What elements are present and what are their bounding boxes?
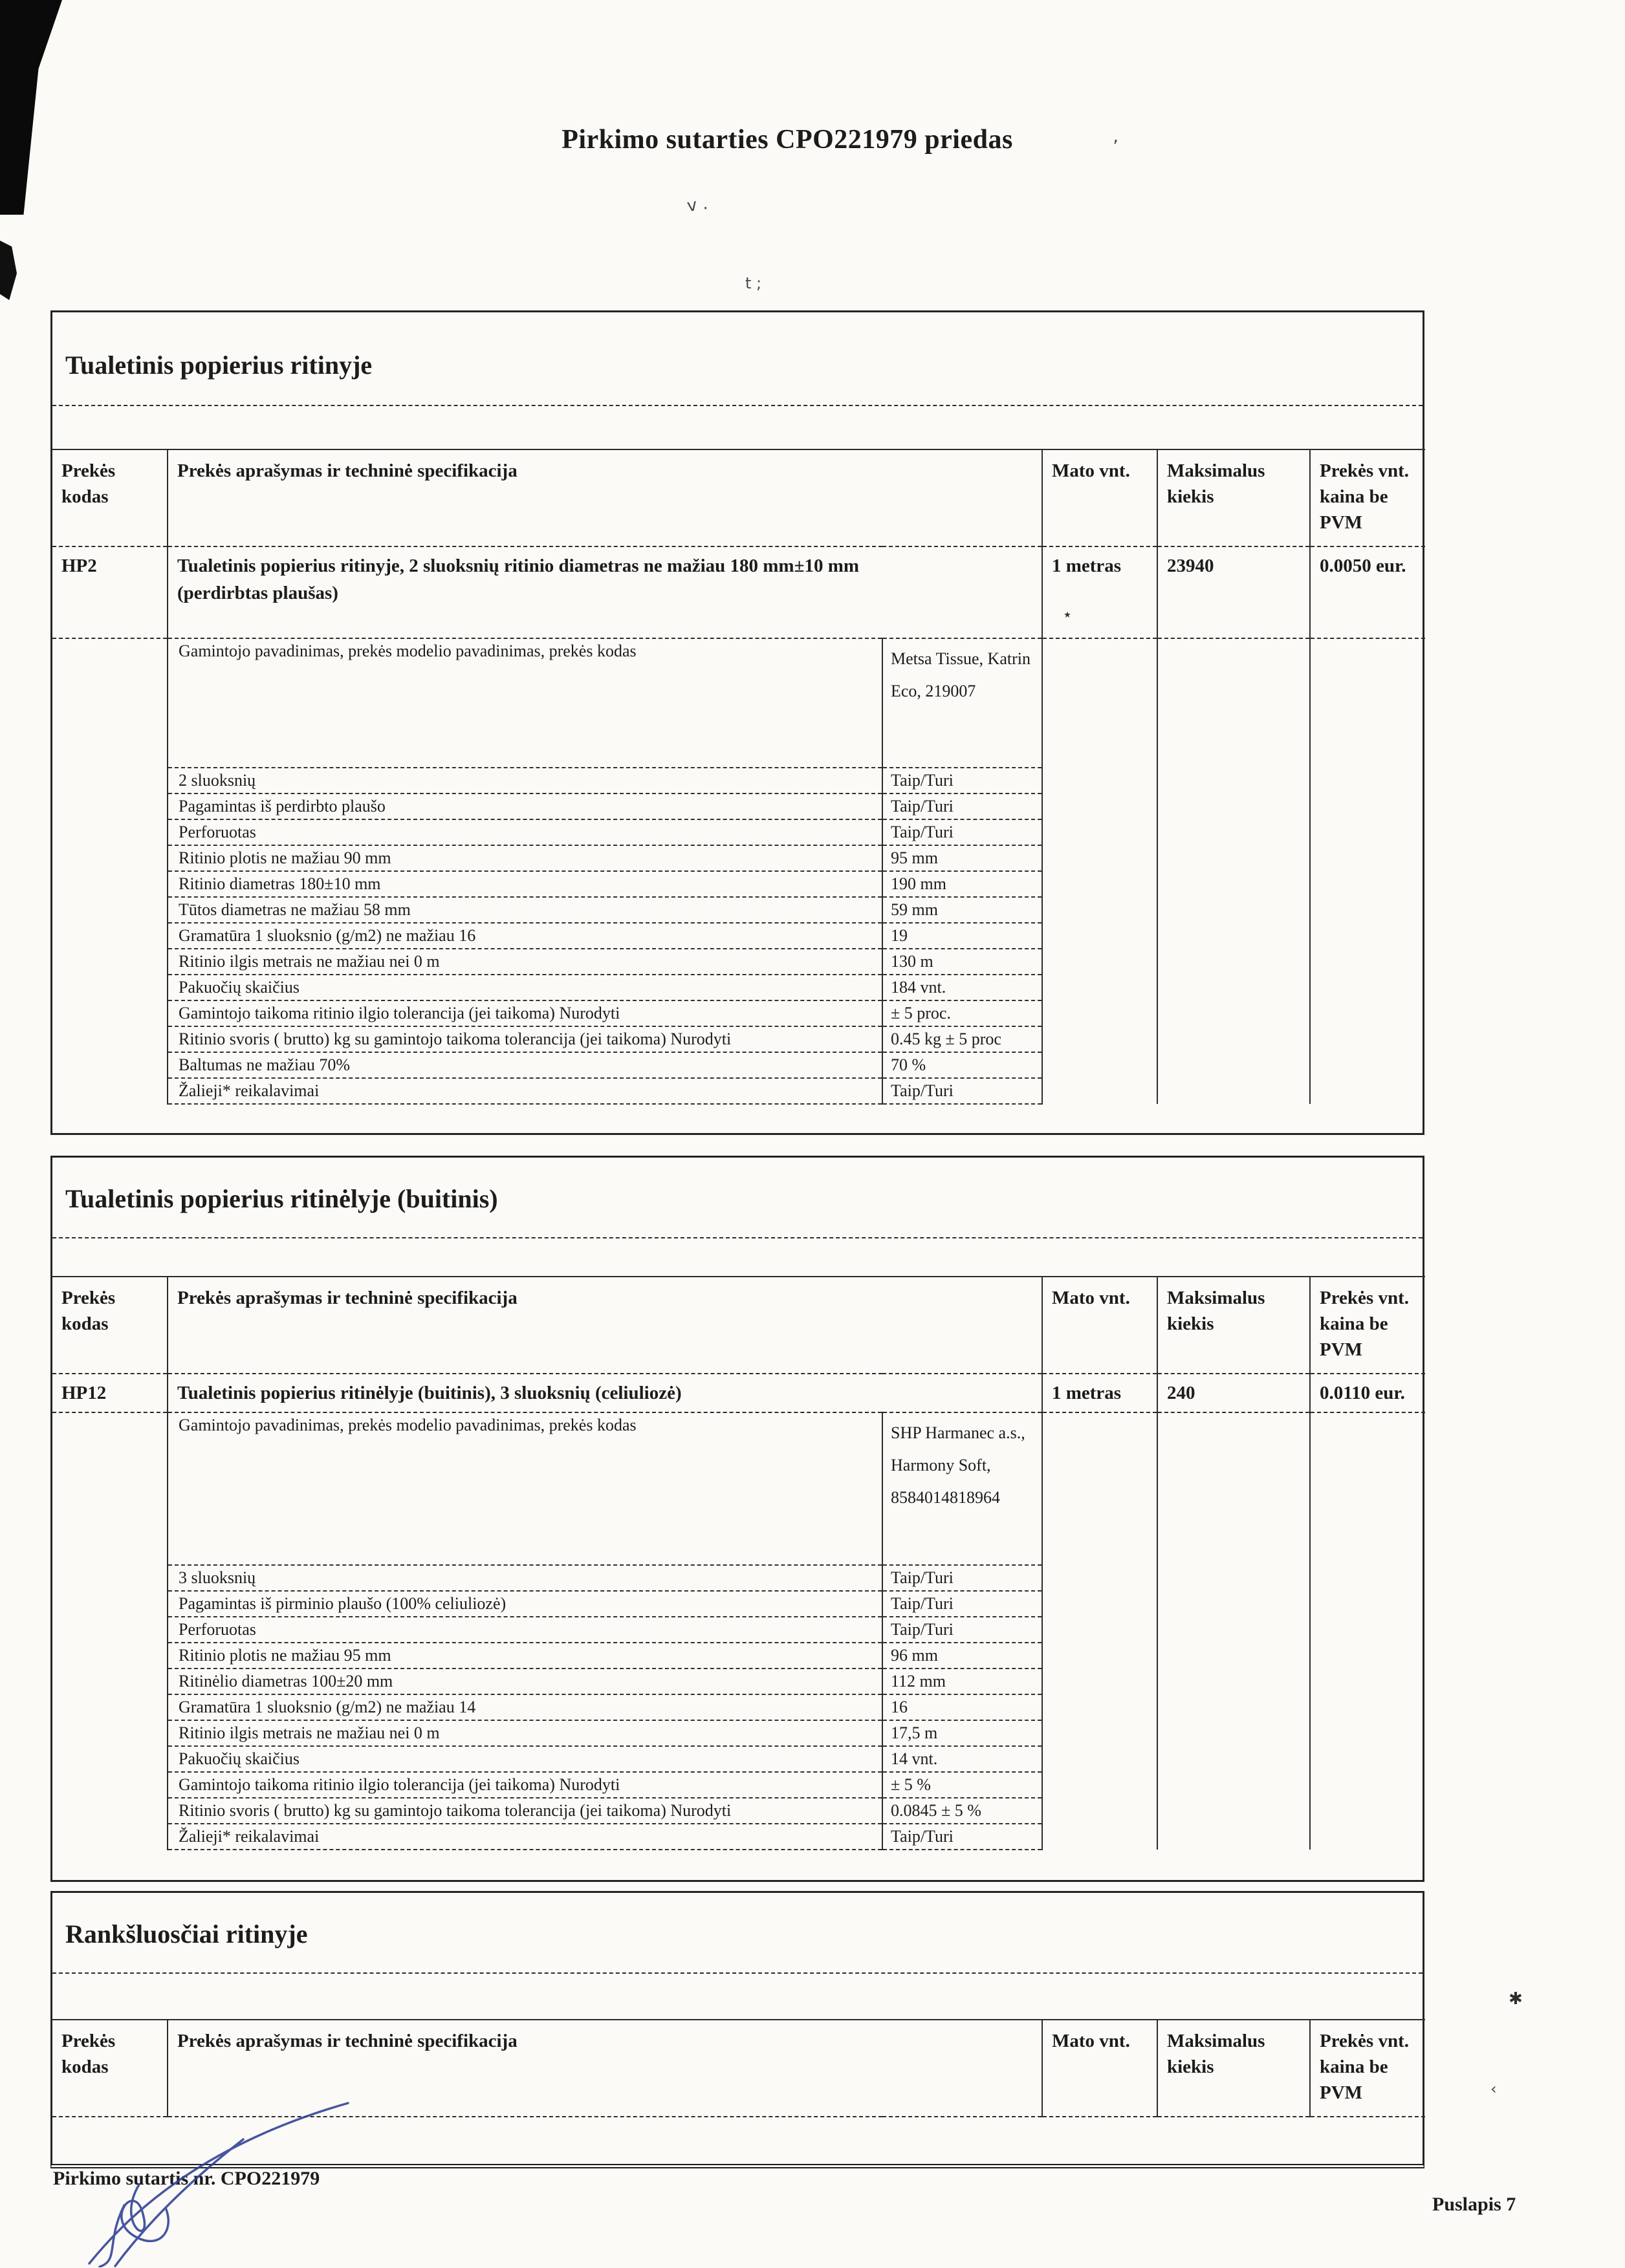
- section-title-row: [52, 312, 1423, 406]
- spec-label: Perforuotas: [168, 1617, 882, 1643]
- spec-value: Taip/Turi: [882, 768, 1042, 794]
- products-table: [52, 449, 1425, 1105]
- spec-value: Taip/Turi: [882, 819, 1042, 845]
- section-title: Rankšluosčiai ritinyje: [65, 1919, 308, 1949]
- spec-value: 95 mm: [882, 845, 1042, 871]
- header-mato: Mato vnt.: [1042, 449, 1157, 546]
- spec-label: Perforuotas: [168, 819, 882, 845]
- spec-value: Taip/Turi: [882, 794, 1042, 819]
- section-title-row: [52, 1893, 1423, 1974]
- spec-value: Taip/Turi: [882, 1078, 1042, 1104]
- section-title: Tualetinis popierius ritinėlyje (buitinis): [65, 1184, 498, 1213]
- spec-label: Pagamintas iš pirminio plaušo (100% celiuliozė): [168, 1591, 882, 1617]
- product-description-line: (perdirbtas plaušas): [177, 583, 338, 603]
- spec-label: Ritinėlio diametras 100±20 mm: [168, 1669, 882, 1694]
- spec-value: 19: [882, 923, 1042, 949]
- header-kaina: Prekės vnt. kaina be PVM: [1310, 1277, 1425, 1374]
- empty-kodas-cell: [52, 1412, 168, 1850]
- spec-value: 112 mm: [882, 1669, 1042, 1694]
- spec-label: Žalieji* reikalavimai: [168, 1824, 882, 1850]
- spec-label: Ritinio svoris ( brutto) kg su gamintojo taikoma tolerancija (jei taikoma) Nurodyti: [168, 1026, 882, 1052]
- table-header-row: [52, 449, 1425, 546]
- spec-label: Gamintojo pavadinimas, prekės modelio pavadinimas, prekės kodas: [168, 638, 882, 768]
- signature: [78, 2088, 356, 2267]
- header-maksimalus: Maksimalus kiekis: [1157, 449, 1310, 546]
- spec-label: Gamintojo pavadinimas, prekės modelio pavadinimas, prekės kodas: [168, 1412, 882, 1565]
- empty-kaina-cell: [1310, 638, 1425, 1104]
- spec-value: Taip/Turi: [882, 1824, 1042, 1850]
- product-max-qty: 23940: [1157, 546, 1310, 638]
- empty-maks-cell: [1157, 638, 1310, 1104]
- product-description-line: Tualetinis popierius ritinyje, 2 sluoksnių ritinio diametras ne mažiau 180 mm±10 mm: [177, 556, 860, 576]
- product-unit: 1 metras: [1042, 546, 1157, 638]
- spec-value: Metsa Tissue, Katrin Eco, 219007: [882, 638, 1042, 768]
- spec-label: Baltumas ne mažiau 70%: [168, 1052, 882, 1078]
- spacer: [52, 1974, 1423, 2019]
- product-row: [52, 1374, 1425, 1412]
- scan-mark: ✱: [1509, 1989, 1523, 2009]
- page-title: Pirkimo sutarties CPO221979 priedas: [562, 125, 1013, 155]
- spacer: [52, 406, 1423, 449]
- spec-value: 0.45 kg ± 5 proc: [882, 1026, 1042, 1052]
- scan-mark: ’: [1113, 136, 1118, 157]
- spec-value: 17,5 m: [882, 1720, 1042, 1746]
- empty-mato-cell: [1042, 1412, 1157, 1850]
- scan-mark: ‹: [1490, 2080, 1497, 2098]
- product-unit: 1 metras: [1042, 1374, 1157, 1412]
- header-aprasymas: Prekės aprašymas ir techninė specifikacija: [168, 449, 1042, 546]
- spec-label: Gramatūra 1 sluoksnio (g/m2) ne mažiau 16: [168, 923, 882, 949]
- spec-value: 190 mm: [882, 871, 1042, 897]
- spec-label: Ritinio ilgis metrais ne mažiau nei 0 m: [168, 949, 882, 975]
- spec-label: Ritinio plotis ne mažiau 90 mm: [168, 845, 882, 871]
- spec-value: 16: [882, 1694, 1042, 1720]
- scan-edge-artifact: [0, 241, 17, 300]
- product-max-qty: 240: [1157, 1374, 1310, 1412]
- table-header-row: [52, 1277, 1425, 1374]
- product-code: HP12: [52, 1374, 168, 1412]
- spec-label: 2 sluoksnių: [168, 768, 882, 794]
- products-table: [52, 1276, 1425, 1850]
- spec-value: Taip/Turi: [882, 1591, 1042, 1617]
- product-description: [168, 546, 1042, 638]
- spacer: [52, 1238, 1423, 1276]
- spec-value: 96 mm: [882, 1643, 1042, 1669]
- empty-maks-cell: [1157, 1412, 1310, 1850]
- spec-label: Tūtos diametras ne mažiau 58 mm: [168, 897, 882, 923]
- scan-mark: t ;: [745, 274, 762, 292]
- spec-value: 0.0845 ± 5 %: [882, 1798, 1042, 1824]
- document-content: [50, 310, 1424, 2168]
- spec-label: 3 sluoksnių: [168, 1565, 882, 1591]
- header-kaina: Prekės vnt. kaina be PVM: [1310, 449, 1425, 546]
- spec-value: Taip/Turi: [882, 1565, 1042, 1591]
- header-maksimalus: Maksimalus kiekis: [1157, 1277, 1310, 1374]
- scan-corner-artifact: [0, 0, 62, 215]
- header-kodas: Prekės kodas: [52, 449, 168, 546]
- footer-page-number: Puslapis 7: [1432, 2194, 1516, 2215]
- section-toilet-paper-roll: [50, 310, 1424, 1135]
- spec-label: Pagamintas iš perdirbto plaušo: [168, 794, 882, 819]
- header-kaina: Prekės vnt. kaina be PVM: [1310, 2020, 1425, 2117]
- scan-mark: ٭: [1063, 607, 1071, 623]
- spec-label: Ritinio svoris ( brutto) kg su gamintojo taikoma tolerancija (jei taikoma) Nurodyti: [168, 1798, 882, 1824]
- spec-label: Ritinio plotis ne mažiau 95 mm: [168, 1643, 882, 1669]
- spec-value: 59 mm: [882, 897, 1042, 923]
- footer-contract-number: Pirkimo sutartis nr. CPO221979: [53, 2168, 320, 2189]
- product-description: Tualetinis popierius ritinėlyje (buitinis), 3 sluoksnių (celiuliozė): [168, 1374, 1042, 1412]
- spec-label: Gamintojo taikoma ritinio ilgio tolerancija (jei taikoma) Nurodyti: [168, 1000, 882, 1026]
- spec-label: Pakuočių skaičius: [168, 1746, 882, 1772]
- spec-value: SHP Harmanec a.s., Harmony Soft, 8584014818964: [882, 1412, 1042, 1565]
- section-toilet-paper-household: [50, 1156, 1424, 1882]
- spec-label: Ritinio diametras 180±10 mm: [168, 871, 882, 897]
- product-row: [52, 546, 1425, 638]
- spec-value: 130 m: [882, 949, 1042, 975]
- product-price: 0.0110 eur.: [1310, 1374, 1425, 1412]
- spec-value: 14 vnt.: [882, 1746, 1042, 1772]
- spacer: [52, 1850, 1423, 1880]
- spacer: [52, 1105, 1423, 1133]
- empty-mato-cell: [1042, 638, 1157, 1104]
- empty-kaina-cell: [1310, 1412, 1425, 1850]
- section-title-row: [52, 1158, 1423, 1238]
- header-mato: Mato vnt.: [1042, 2020, 1157, 2117]
- spec-label: Gamintojo taikoma ritinio ilgio tolerancija (jei taikoma) Nurodyti: [168, 1772, 882, 1798]
- spec-value: ± 5 proc.: [882, 1000, 1042, 1026]
- spec-value: 70 %: [882, 1052, 1042, 1078]
- spec-value: 184 vnt.: [882, 975, 1042, 1000]
- header-kodas: Prekės kodas: [52, 2020, 168, 2117]
- spec-label: Ritinio ilgis metrais ne mažiau nei 0 m: [168, 1720, 882, 1746]
- spec-row: [52, 1412, 1425, 1565]
- empty-kodas-cell: [52, 638, 168, 1104]
- spec-label: Gramatūra 1 sluoksnio (g/m2) ne mažiau 14: [168, 1694, 882, 1720]
- header-kodas: Prekės kodas: [52, 1277, 168, 1374]
- spec-value: ± 5 %: [882, 1772, 1042, 1798]
- header-aprasymas: Prekės aprašymas ir techninė specifikacija: [168, 1277, 1042, 1374]
- spec-value: Taip/Turi: [882, 1617, 1042, 1643]
- spec-label: Pakuočių skaičius: [168, 975, 882, 1000]
- header-maksimalus: Maksimalus kiekis: [1157, 2020, 1310, 2117]
- spec-row: [52, 638, 1425, 768]
- product-code: HP2: [52, 546, 168, 638]
- product-price: 0.0050 eur.: [1310, 546, 1425, 638]
- scan-mark: v .: [686, 193, 709, 217]
- spec-label: Žalieji* reikalavimai: [168, 1078, 882, 1104]
- header-mato: Mato vnt.: [1042, 1277, 1157, 1374]
- section-title: Tualetinis popierius ritinyje: [65, 351, 373, 380]
- header-aprasymas: Prekės aprašymas ir techninė specifikacija: [168, 2020, 1042, 2117]
